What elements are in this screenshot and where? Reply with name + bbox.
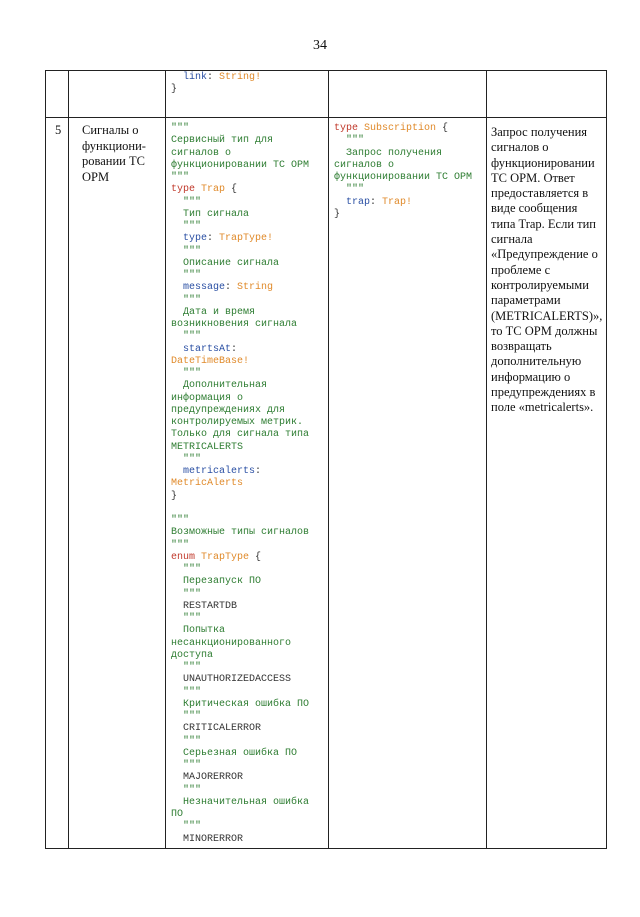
code-line xyxy=(171,123,329,135)
code-line xyxy=(171,344,329,356)
code-line xyxy=(171,380,329,392)
code-token: type xyxy=(183,233,208,245)
code-token: Тип сигнала xyxy=(171,208,250,220)
code-line xyxy=(171,148,329,160)
code-line xyxy=(171,209,329,221)
code-token: : xyxy=(370,196,383,208)
code-token: } xyxy=(171,84,178,96)
code-token: { xyxy=(225,184,238,196)
code-token: """ xyxy=(171,221,202,232)
code-token: : xyxy=(231,343,238,355)
code-line xyxy=(171,319,329,331)
column-divider xyxy=(68,71,69,848)
code-line xyxy=(171,466,329,478)
code-line xyxy=(171,613,329,625)
code-line xyxy=(171,785,329,797)
code-token: ПО xyxy=(171,809,184,820)
code-line xyxy=(171,674,329,686)
code-token: message xyxy=(183,282,226,294)
code-line xyxy=(334,160,484,172)
code-token: несанкционированного xyxy=(171,637,292,649)
code-token: """ xyxy=(334,135,365,147)
code-token: """ xyxy=(171,453,202,465)
code-line xyxy=(334,184,484,196)
code-token: """ xyxy=(171,821,202,833)
code-line xyxy=(171,834,329,846)
code-token xyxy=(171,72,183,83)
code-line xyxy=(171,687,329,699)
code-token: """ xyxy=(171,172,190,183)
code-token: : xyxy=(225,282,238,294)
code-line xyxy=(171,478,329,490)
code-token: функционировании ТС ОРМ xyxy=(334,172,473,183)
code-token: Trap! xyxy=(382,196,413,208)
code-line xyxy=(171,491,329,503)
code-token: """ xyxy=(171,294,202,306)
code-token: функционировании ТС ОРМ xyxy=(171,159,310,171)
code-line xyxy=(334,148,484,160)
code-line xyxy=(171,540,329,552)
code-token: RESTARTDB xyxy=(171,600,238,612)
code-token: TrapType! xyxy=(219,233,274,245)
code-token: доступа xyxy=(171,649,214,661)
code-line xyxy=(171,295,329,307)
code-line xyxy=(171,307,329,319)
code-token: Описание сигнала xyxy=(171,257,280,269)
code-token: startsAt xyxy=(183,343,232,355)
code-token: """ xyxy=(171,368,202,379)
code-token: """ xyxy=(171,662,202,673)
code-line xyxy=(171,809,329,821)
code-line xyxy=(171,503,329,515)
code-token: предупреждениях для xyxy=(171,404,286,416)
code-token: возникновения сигнала xyxy=(171,319,298,330)
code-token: Дополнительная xyxy=(171,380,268,392)
code-line xyxy=(171,772,329,784)
code-token: ! xyxy=(255,72,262,83)
code-line xyxy=(171,405,329,417)
code-token: Только для сигнала типа xyxy=(171,429,310,441)
code-line xyxy=(171,662,329,674)
page-number: 34 xyxy=(313,38,327,53)
code-token: """ xyxy=(334,184,365,196)
code-line xyxy=(171,135,329,147)
code-token: информация о xyxy=(171,392,244,404)
code-line xyxy=(171,221,329,233)
code-line xyxy=(171,821,329,833)
code-line xyxy=(334,209,484,221)
code-line xyxy=(171,393,329,405)
code-token: trap xyxy=(346,196,371,208)
code-token: Серьезная ошибка ПО xyxy=(171,747,298,759)
code-token: Trap xyxy=(195,184,226,196)
code-token: METRICALERTS xyxy=(171,441,244,453)
code-line xyxy=(171,84,329,96)
code-token: Незначительная ошибка xyxy=(171,796,310,808)
code-line xyxy=(171,429,329,441)
code-line xyxy=(171,417,329,429)
row-number: 5 xyxy=(55,123,62,137)
code-line xyxy=(171,748,329,760)
code-line xyxy=(171,552,329,564)
code-line xyxy=(171,270,329,282)
code-token: """ xyxy=(171,784,202,796)
code-token xyxy=(171,466,183,477)
code-token: Попытка xyxy=(171,625,226,637)
code-token: enum xyxy=(171,551,196,563)
code-token: metricalerts xyxy=(183,466,256,477)
code-line xyxy=(171,650,329,662)
code-token: TrapType xyxy=(195,551,250,563)
code-token: Сервисный тип для xyxy=(171,135,274,147)
code-line xyxy=(171,282,329,294)
code-token: """ xyxy=(171,735,202,747)
code-line xyxy=(171,258,329,270)
code-token: MAJORERROR xyxy=(171,772,244,784)
code-line xyxy=(334,135,484,147)
code-token: DateTimeBase! xyxy=(171,355,250,367)
code-line xyxy=(171,442,329,454)
code-token: : xyxy=(207,233,220,245)
code-token xyxy=(334,197,346,208)
code-line xyxy=(171,760,329,772)
code-line xyxy=(334,123,484,135)
code-token: Возможные типы сигналов xyxy=(171,527,310,539)
code-token: UNAUTHORIZEDACCESS xyxy=(171,674,292,686)
code-token: type xyxy=(334,123,359,134)
code-token: Subscription xyxy=(358,123,437,134)
code-token: """ xyxy=(171,564,202,575)
spec-table xyxy=(45,70,607,849)
code-line xyxy=(171,601,329,613)
code-token: { xyxy=(249,551,262,563)
code-line xyxy=(171,527,329,539)
code-line xyxy=(171,197,329,209)
code-line xyxy=(171,564,329,576)
code-line xyxy=(171,160,329,172)
code-token: link xyxy=(183,72,208,83)
code-token: """ xyxy=(171,245,202,257)
row-description: Запрос получения сигналов о функционировании ТС ОРМ. Ответ предоставляется в виде сообщения типа Trap. Если тип сигнала «Предупреждение о проблеме с контролируемыми параметрами (METRICALERTS)», то ТС ОРМ должны возвращать дополнительную информацию о предупреждениях в поле «metricalerts». xyxy=(491,125,603,415)
code-line xyxy=(171,184,329,196)
code-line xyxy=(171,356,329,368)
code-token: String xyxy=(219,72,256,83)
code-line xyxy=(334,172,484,184)
code-token: """ xyxy=(171,760,202,771)
code-token: """ xyxy=(171,270,202,281)
code-line xyxy=(171,246,329,258)
code-token xyxy=(171,233,183,244)
code-token: Дата и время xyxy=(171,306,256,318)
code-line xyxy=(171,797,329,809)
code-token: Перезапуск ПО xyxy=(171,576,262,588)
code-line xyxy=(334,197,484,209)
code-token xyxy=(171,282,183,293)
code-token: """ xyxy=(171,331,202,343)
request-code xyxy=(334,123,484,221)
schema-code xyxy=(171,123,329,846)
prev-row-code xyxy=(171,72,329,97)
code-token: """ xyxy=(171,613,202,624)
row-name: Сигналы о функциони-ровании ТС ОРМ xyxy=(82,123,146,184)
code-line xyxy=(171,576,329,588)
code-token: """ xyxy=(171,515,190,526)
code-token: String xyxy=(237,282,274,294)
code-token: : xyxy=(207,72,220,83)
code-line xyxy=(171,736,329,748)
code-token: контролируемых метрик. xyxy=(171,417,304,428)
code-token: """ xyxy=(171,711,202,722)
code-line xyxy=(171,625,329,637)
code-token: сигналов о xyxy=(171,147,232,159)
code-token: """ xyxy=(171,588,202,600)
code-line xyxy=(171,589,329,601)
code-line xyxy=(171,515,329,527)
code-token: type xyxy=(171,184,196,196)
code-token: MINORERROR xyxy=(171,833,244,845)
code-line xyxy=(171,454,329,466)
code-line xyxy=(171,72,329,84)
code-token: """ xyxy=(171,196,202,208)
code-token: """ xyxy=(171,686,202,698)
column-divider xyxy=(165,71,166,848)
code-token: Запрос получения xyxy=(334,147,443,159)
code-token: } xyxy=(171,490,178,502)
code-line xyxy=(171,638,329,650)
code-line xyxy=(171,368,329,380)
code-token: CRITICALERROR xyxy=(171,723,262,735)
column-divider xyxy=(486,71,487,848)
code-line xyxy=(171,172,329,184)
code-token: MetricAlerts xyxy=(171,478,244,490)
code-token: """ xyxy=(171,123,190,134)
code-line xyxy=(171,699,329,711)
code-line xyxy=(171,233,329,245)
code-token: : xyxy=(255,466,262,477)
code-token: """ xyxy=(171,539,190,551)
code-token: } xyxy=(334,208,341,220)
code-token: сигналов о xyxy=(334,159,395,171)
code-line xyxy=(171,331,329,343)
code-token: { xyxy=(436,123,449,134)
code-token xyxy=(171,344,183,355)
row-divider xyxy=(46,117,606,118)
code-token: Критическая ошибка ПО xyxy=(171,698,310,710)
code-line xyxy=(171,711,329,723)
code-line xyxy=(171,723,329,735)
